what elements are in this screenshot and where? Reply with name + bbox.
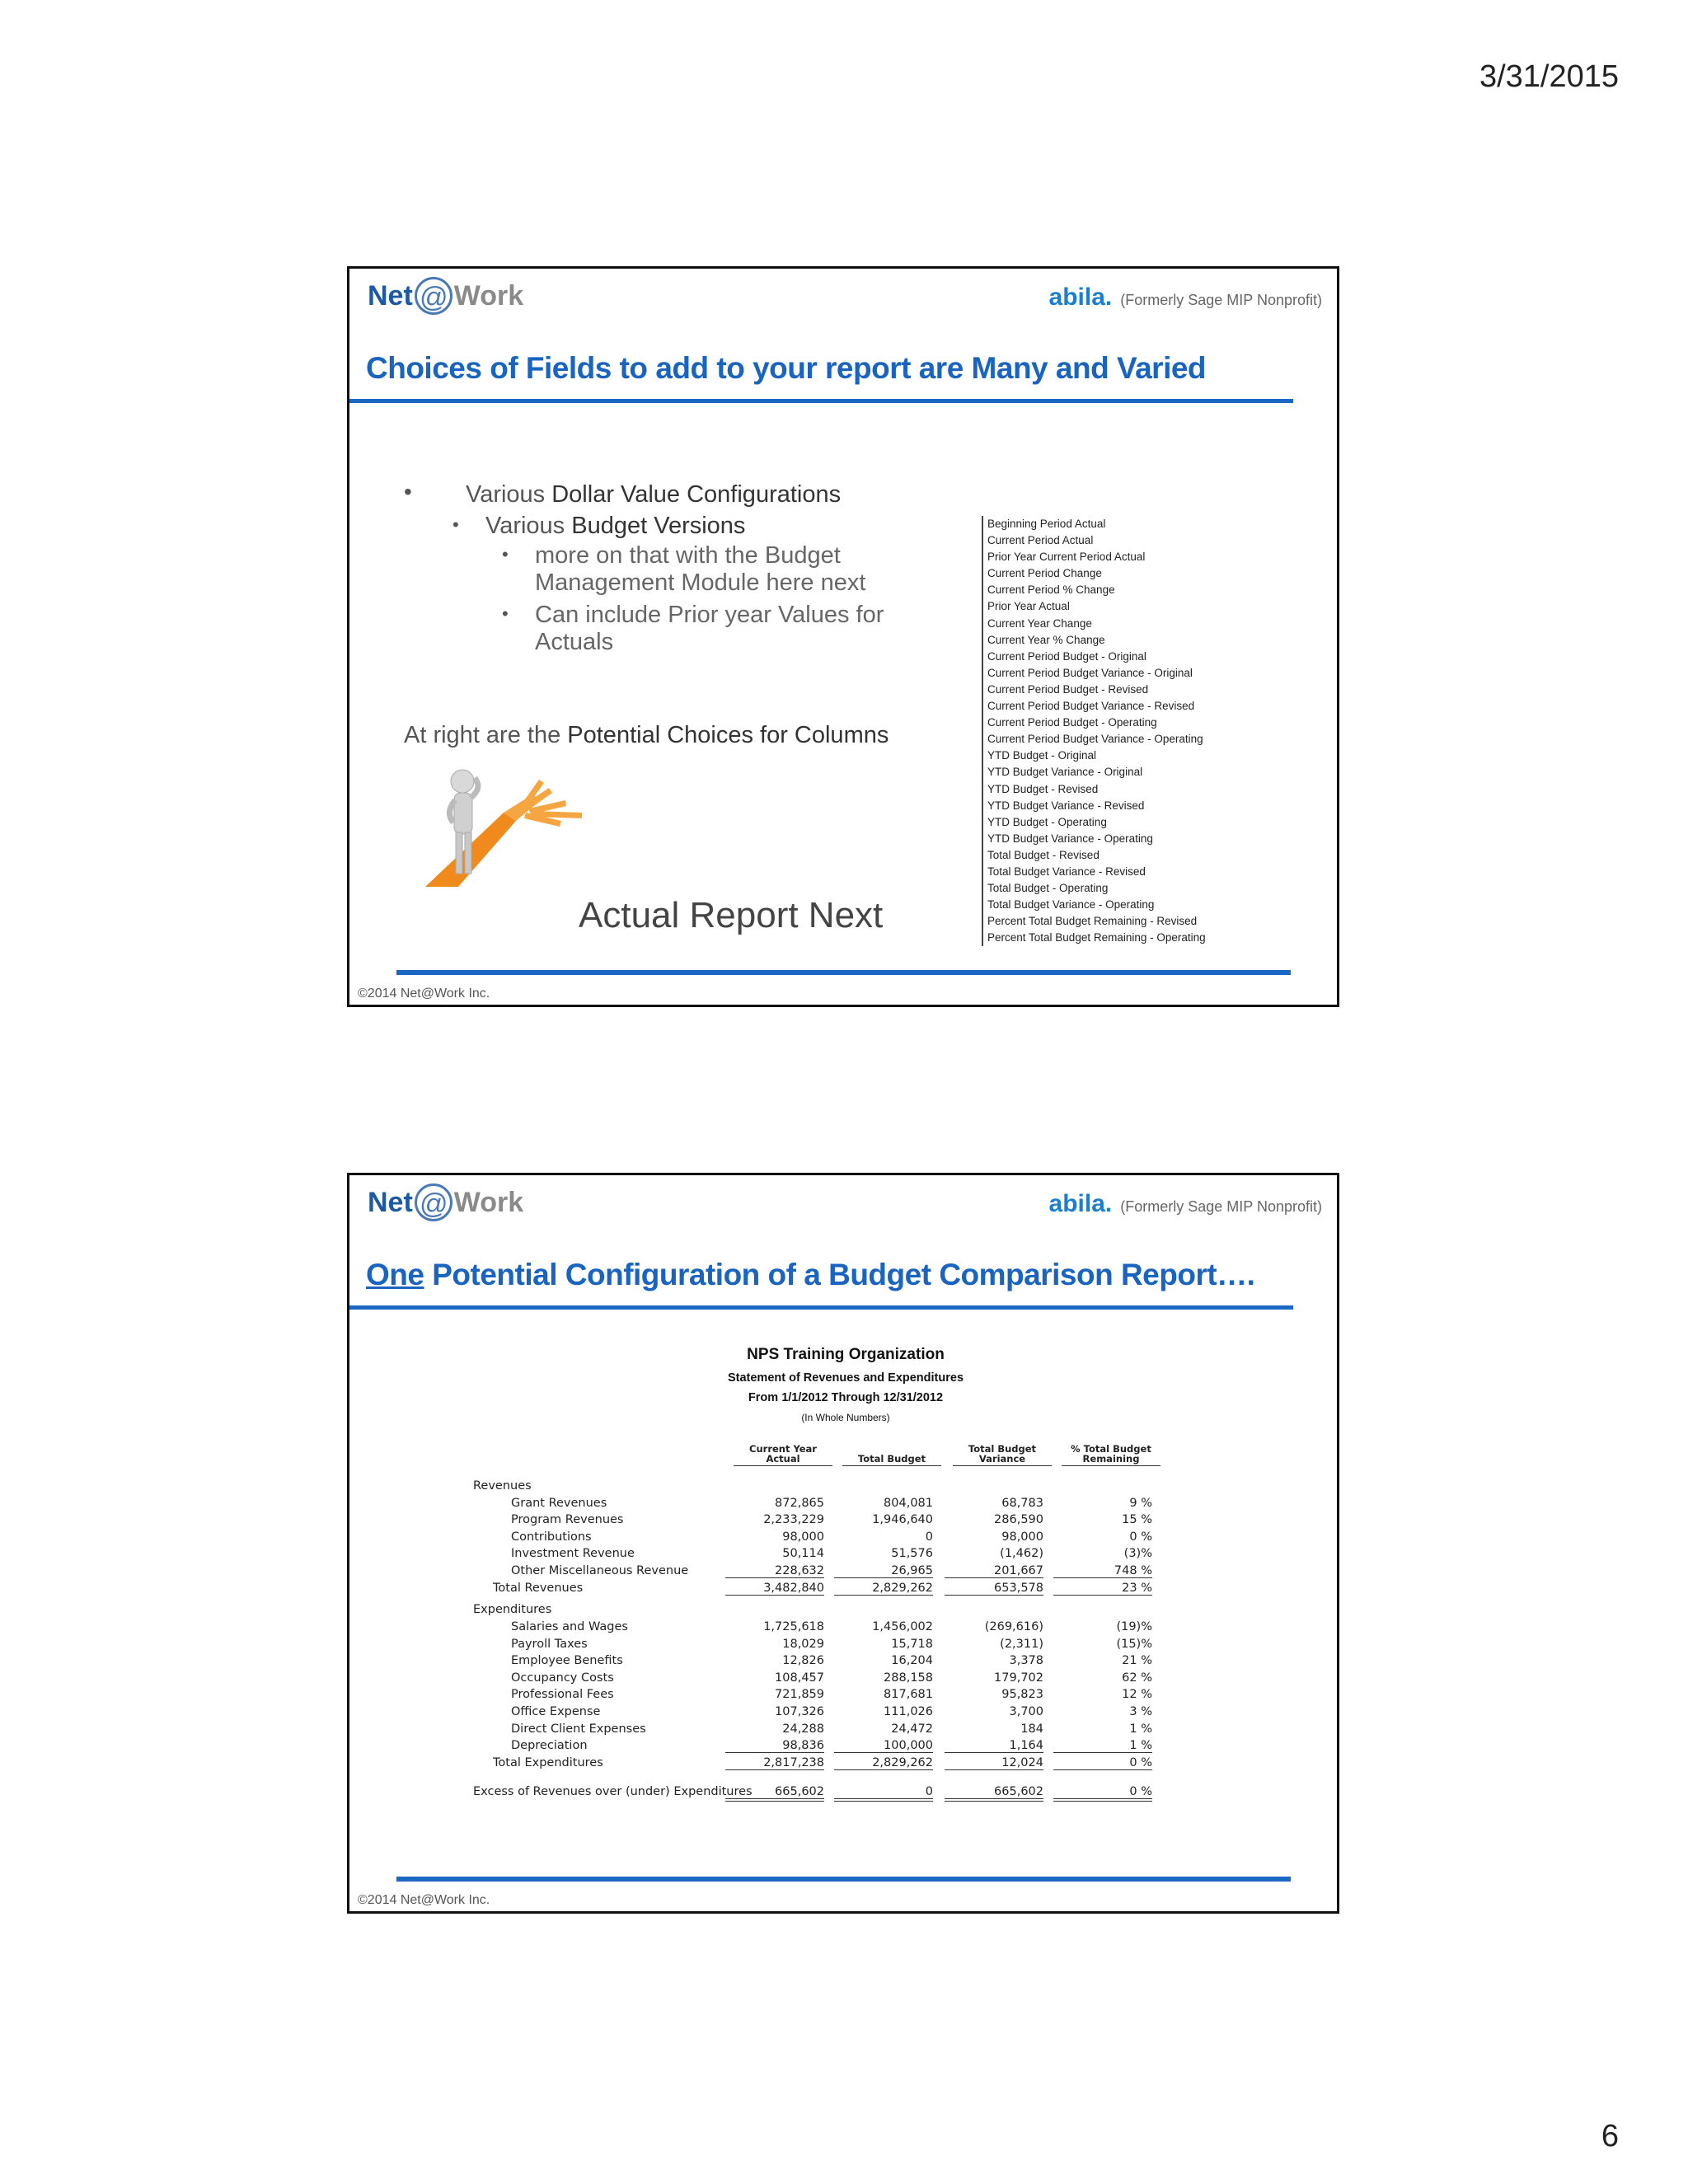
row-value: 50,114 [782,1547,824,1561]
row-value: 1 % [1129,1722,1152,1736]
column-choice-item: Prior Year Actual [987,600,1070,613]
column-choice-item: Current Year Change [987,616,1092,630]
row-value: 2,829,262 [834,1582,933,1596]
row-value: 665,602 [725,1785,824,1802]
row-value: 111,026 [884,1704,933,1718]
row-value: 0 % [1053,1785,1152,1802]
row-label: Office Expense [511,1704,601,1718]
copyright: ©2014 Net@Work Inc. [358,1893,490,1907]
column-choice-item: Current Period Budget - Original [987,649,1146,663]
slide-budget-comparison [347,1173,1339,1914]
column-choice-item: Current Year % Change [987,633,1105,646]
row-value: 12,024 [945,1756,1043,1770]
row-label: Total Revenues [493,1581,584,1595]
row-value: 2,829,262 [834,1756,933,1770]
row-value: 0 % [1129,1530,1152,1544]
bullet-budget-module: more on that with the Budget Management Module here next [535,542,866,596]
row-value: 228,632 [725,1564,824,1578]
row-label: Expenditures [473,1603,552,1617]
report-period: From 1/1/2012 Through 12/31/2012 [748,1391,944,1404]
row-value: 24,472 [891,1722,933,1736]
column-choice-item: Current Period Budget - Operating [987,716,1157,729]
expenditure-row [473,1620,1215,1637]
bottom-rule [396,970,1291,975]
row-value: 68,783 [1001,1496,1043,1510]
row-label: Direct Client Expenses [511,1722,646,1736]
row-value: 3 % [1129,1704,1152,1718]
expenditure-row [473,1722,1215,1739]
column-choice-item: Percent Total Budget Remaining - Operating [987,931,1206,944]
column-choice-item: Beginning Period Actual [987,518,1106,530]
report-statement: Statement of Revenues and Expenditures [727,1371,964,1385]
row-value: 21 % [1122,1654,1152,1668]
row-value: 2,817,238 [725,1756,824,1770]
revenue-row [473,1547,1215,1563]
row-label: Employee Benefits [511,1654,623,1668]
column-choice-item: Prior Year Current Period Actual [987,551,1146,564]
row-label: Contributions [511,1530,592,1544]
page-number: 6 [1601,2119,1619,2154]
slide-choices-of-fields [347,266,1339,1007]
column-choice-item: Current Period Budget Variance - Revised [987,700,1195,713]
bullet-dollar-value: Various Dollar Value Configurations [466,481,842,508]
row-label: Excess of Revenues over (under) Expenditures [473,1784,753,1798]
row-value: 0 [834,1785,933,1802]
row-value: 1,725,618 [763,1619,824,1633]
expenditure-row [473,1638,1215,1654]
person-arrows-icon [425,763,598,887]
row-value: 0 % [1053,1756,1152,1770]
row-label: Grant Revenues [511,1496,607,1510]
revenue-row [473,1530,1215,1547]
revenue-row [473,1564,1215,1581]
row-value: 1 % [1053,1739,1152,1753]
header-underline [842,1465,941,1466]
row-label: Professional Fees [511,1688,614,1702]
row-value: 872,865 [775,1496,824,1510]
row-value: 0 [925,1530,933,1544]
bullet-dot: • [404,479,412,504]
page-date: 3/31/2015 [1479,59,1619,94]
bullet-dot: • [502,544,509,565]
report-units: (In Whole Numbers) [801,1412,890,1423]
column-choice-item: Total Budget Variance - Operating [987,898,1155,912]
row-value: 98,000 [1001,1530,1043,1544]
row-value: 26,965 [834,1564,933,1578]
row-label: Program Revenues [511,1513,624,1527]
report-org-name: NPS Training Organization [747,1346,945,1363]
revenue-row [473,1513,1215,1530]
row-value: (19)% [1116,1619,1152,1633]
netatwork-logo: Net @ Work [368,277,523,315]
row-value: 179,702 [994,1671,1043,1685]
row-value: 804,081 [884,1496,933,1510]
row-value: 24,288 [782,1722,824,1736]
row-value: 108,457 [775,1671,824,1685]
row-value: 51,576 [891,1547,933,1561]
column-choice-item: Current Period Budget Variance - Original [987,666,1193,679]
row-label: Salaries and Wages [511,1619,628,1633]
expenditure-row [473,1688,1215,1704]
column-choice-item: YTD Budget - Operating [987,815,1107,828]
row-value: (1,462) [1000,1547,1043,1561]
row-label: Total Expenditures [493,1755,603,1769]
actual-report-next: Actual Report Next [579,895,884,935]
row-value: 9 % [1129,1496,1152,1510]
column-choice-item: YTD Budget Variance - Original [987,766,1143,779]
row-value: 201,667 [945,1564,1043,1578]
title-rule [349,399,1293,403]
section-header-revenues [473,1479,1215,1496]
column-choice-item: Current Period Actual [987,534,1094,547]
row-label: Other Miscellaneous Revenue [511,1564,689,1577]
expenditure-row [473,1705,1215,1722]
row-value: 98,836 [725,1739,824,1753]
column-choice-item: Total Budget - Operating [987,882,1109,895]
column-choice-item: Percent Total Budget Remaining - Revised [987,915,1198,928]
row-value: 107,326 [775,1704,824,1718]
potential-choices-text: At right are the Potential Choices for Columns [404,722,889,748]
row-value: 665,602 [945,1785,1043,1802]
row-value: 748 % [1053,1564,1152,1578]
bullet-prior-year: Can include Prior year Values for Actuals [535,602,884,655]
row-value: 653,578 [945,1582,1043,1596]
expenditure-row [473,1739,1215,1755]
row-value: 23 % [1053,1582,1152,1596]
row-value: 100,000 [834,1739,933,1753]
abila-logo: abila. (Formerly Sage MIP Nonprofit) [1048,1190,1322,1217]
row-value: 288,158 [884,1671,933,1685]
row-value: 15,718 [891,1637,933,1651]
col-header-total-budget: Total Budget [857,1453,926,1465]
revenue-row [473,1497,1215,1513]
row-value: (3)% [1123,1547,1152,1561]
column-choice-item: Total Budget Variance - Revised [987,865,1146,878]
row-value: (15)% [1116,1637,1152,1651]
row-value: (269,616) [984,1619,1043,1633]
column-choice-item: YTD Budget Variance - Operating [987,832,1153,845]
header-underline [1062,1465,1160,1466]
bullet-dot: • [452,514,459,535]
column-choice-item: YTD Budget - Original [987,749,1097,762]
row-value: 3,482,840 [725,1582,824,1596]
row-value: 62 % [1122,1671,1152,1685]
row-label: Occupancy Costs [511,1671,614,1685]
column-choices-list [982,516,1206,946]
row-label: Depreciation [511,1739,588,1753]
row-value: 1,164 [945,1739,1043,1753]
row-value: 95,823 [1001,1688,1043,1702]
section-header-expenditures [473,1603,1215,1619]
expenditure-row [473,1671,1215,1688]
column-choice-item: Current Period Change [987,567,1102,580]
row-value: 98,000 [782,1530,824,1544]
bullet-budget-versions: Various Budget Versions [485,513,746,539]
row-value: 18,029 [782,1637,824,1651]
row-value: 12 % [1122,1688,1152,1702]
expenditure-row [473,1654,1215,1671]
total-expenditures-row [473,1756,1215,1773]
col-header-pct-remaining: % Total Budget Remaining [1071,1443,1151,1465]
column-choice-item: YTD Budget - Revised [987,782,1099,795]
column-choice-item: Total Budget - Revised [987,848,1100,861]
total-revenues-row [473,1582,1215,1598]
slide-title: One Potential Configuration of a Budget Comparison Report…. [366,1258,1255,1291]
at-sign-icon: @ [415,1183,452,1221]
row-value: 721,859 [775,1688,824,1702]
bullet-dot: • [502,603,509,624]
header-underline [734,1465,832,1466]
row-value: (2,311) [1000,1637,1043,1651]
row-value: 16,204 [891,1654,933,1668]
row-value: 286,590 [994,1513,1043,1527]
bottom-rule [396,1877,1291,1882]
abila-logo: abila. (Formerly Sage MIP Nonprofit) [1048,284,1322,311]
column-choice-item: YTD Budget Variance - Revised [987,799,1145,812]
column-choice-item: Current Period Budget Variance - Operating [987,733,1203,746]
row-value: 12,826 [782,1654,824,1668]
header-underline [953,1465,1052,1466]
at-sign-icon: @ [415,277,452,315]
row-value: 1,946,640 [872,1513,933,1527]
column-choice-item: Current Period Budget - Revised [987,682,1149,696]
row-label: Revenues [473,1479,532,1493]
slide-title: Choices of Fields to add to your report are Many and Varied [366,351,1207,385]
row-label: Investment Revenue [511,1547,635,1561]
row-value: 184 [1020,1722,1043,1736]
row-value: 3,378 [1009,1654,1043,1668]
row-value: 2,233,229 [763,1513,824,1527]
copyright: ©2014 Net@Work Inc. [358,987,490,1001]
col-header-current-year-actual: Current Year Actual [749,1443,817,1465]
row-label: Payroll Taxes [511,1637,588,1651]
row-value: 817,681 [884,1688,933,1702]
row-value: 1,456,002 [872,1619,933,1633]
excess-row [473,1785,1215,1802]
netatwork-logo: Net @ Work [368,1183,523,1221]
column-choice-item: Current Period % Change [987,583,1115,597]
col-header-budget-variance: Total Budget Variance [968,1443,1037,1465]
row-value: 15 % [1122,1513,1152,1527]
title-rule [349,1305,1293,1310]
row-value: 3,700 [1009,1704,1043,1718]
